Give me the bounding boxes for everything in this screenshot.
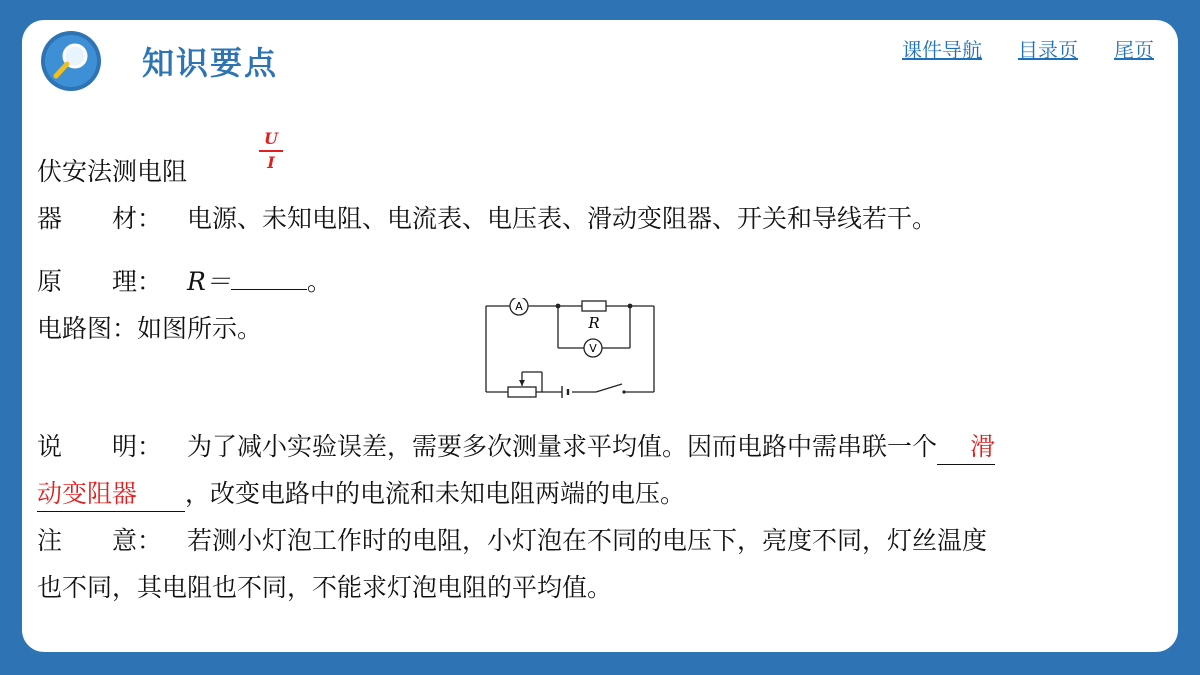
explanation-label: 说 明： xyxy=(37,432,163,461)
explanation-row-1 xyxy=(37,423,1162,470)
ammeter-label: A xyxy=(515,300,523,313)
explanation-text-1: 为了减小实验误差，需要多次测量求平均值。因而电路中需串联一个 xyxy=(187,432,938,461)
principle-answer-fraction xyxy=(259,128,283,174)
principle-blank xyxy=(231,289,307,290)
page-title: 知识要点 xyxy=(142,44,279,82)
fraction-denominator: I xyxy=(267,153,275,172)
nav-last-page-link[interactable]: 尾页 xyxy=(1114,38,1154,62)
fraction-numerator: U xyxy=(259,128,283,152)
voltmeter-label: V xyxy=(589,342,597,355)
nav-courseware-link[interactable]: 课件导航 xyxy=(902,38,982,62)
principle-formula-prefix: R＝ xyxy=(187,267,231,296)
answer-part-1: 滑 xyxy=(937,430,995,465)
note-text-1: 若测小灯泡工作时的电阻，小灯泡在不同的电压下，亮度不同，灯丝温度 xyxy=(187,526,988,555)
resistor-label: R xyxy=(588,314,600,332)
circuit-text: 如图所示。 xyxy=(137,314,263,343)
principle-suffix: 。 xyxy=(306,267,332,296)
principle-label: 原 理： xyxy=(37,267,163,296)
circuit-label: 电路图： xyxy=(37,314,138,343)
note-label: 注 意： xyxy=(37,526,163,555)
magnifier-icon xyxy=(40,30,102,92)
section-title: 伏安法测电阻 xyxy=(37,157,188,186)
explanation-text-2: ，改变电路中的电流和未知电阻两端的电压。 xyxy=(185,479,686,508)
note-row-2: 也不同，其电阻也不同，不能求灯泡电阻的平均值。 xyxy=(37,573,613,602)
answer-part-2: 动变阻器 xyxy=(37,477,185,512)
circuit-diagram xyxy=(484,298,656,398)
nav-toc-link[interactable]: 目录页 xyxy=(1018,38,1078,62)
note-row-1 xyxy=(37,517,1162,564)
equipment-text: 电源、未知电阻、电流表、电压表、滑动变阻器、开关和导线若干。 xyxy=(187,204,938,233)
equipment-label: 器 材： xyxy=(37,204,163,233)
equipment-row xyxy=(37,195,1162,242)
top-nav xyxy=(902,34,1154,63)
slide-card xyxy=(22,20,1178,652)
explanation-row-2 xyxy=(37,470,1162,517)
